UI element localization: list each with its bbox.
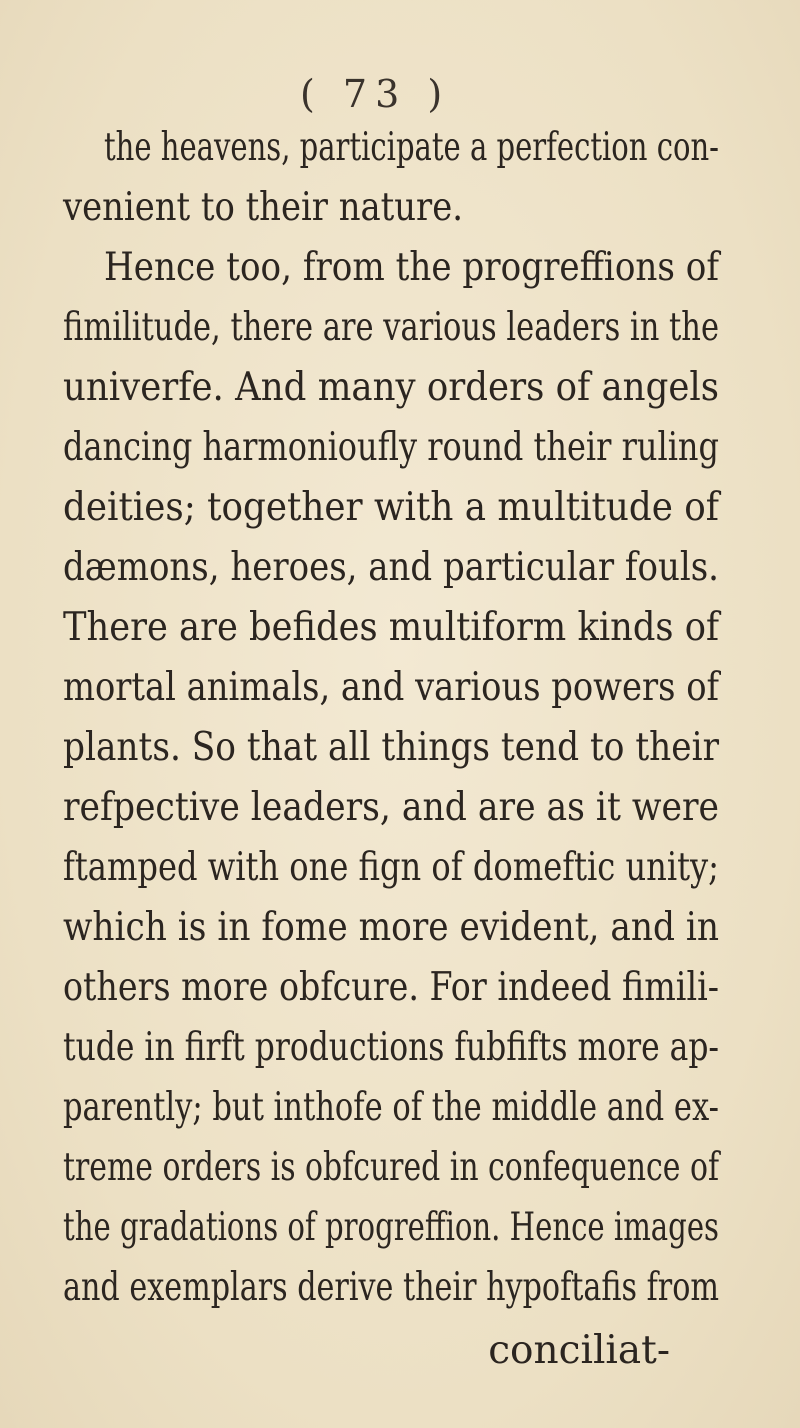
text-line: the heavens, participate a perfection con- bbox=[104, 125, 719, 170]
text-line: treme orders is obfcured in confequence of bbox=[63, 1145, 719, 1190]
text-line: Hence too, from the progreffions of bbox=[104, 245, 719, 290]
text-line: dancing harmonioufly round their ruling bbox=[63, 425, 719, 470]
text-line: which is in fome more evident, and in bbox=[63, 905, 719, 950]
text-line: others more obfcure. For indeed fimili- bbox=[63, 965, 719, 1010]
text-line: There are befides multiform kinds of bbox=[63, 605, 719, 650]
text-line: univerfe. And many orders of angels bbox=[63, 365, 719, 410]
text-line: and exemplars derive their hypoftafis from bbox=[63, 1265, 719, 1310]
page-number: ( 73 ) bbox=[300, 72, 451, 116]
catchword: conciliat- bbox=[488, 1328, 670, 1373]
text-line: deities; together with a multitude of bbox=[63, 485, 719, 530]
text-line: the gradations of progreffion. Hence images bbox=[63, 1205, 719, 1250]
text-line: ftamped with one fign of domeftic unity; bbox=[63, 845, 719, 890]
text-line: fimilitude, there are various leaders in the bbox=[63, 305, 719, 350]
text-line: tude in firft productions fubfifts more ap- bbox=[63, 1025, 719, 1070]
text-line: venient to their nature. bbox=[63, 185, 463, 230]
text-line: parently; but inthofe of the middle and ex- bbox=[63, 1085, 719, 1130]
text-line: dæmons, heroes, and particular fouls. bbox=[63, 545, 719, 590]
text-line: refpective leaders, and are as it were bbox=[63, 785, 719, 830]
text-line: mortal animals, and various powers of bbox=[63, 665, 719, 710]
text-line: plants. So that all things tend to their bbox=[63, 725, 719, 770]
